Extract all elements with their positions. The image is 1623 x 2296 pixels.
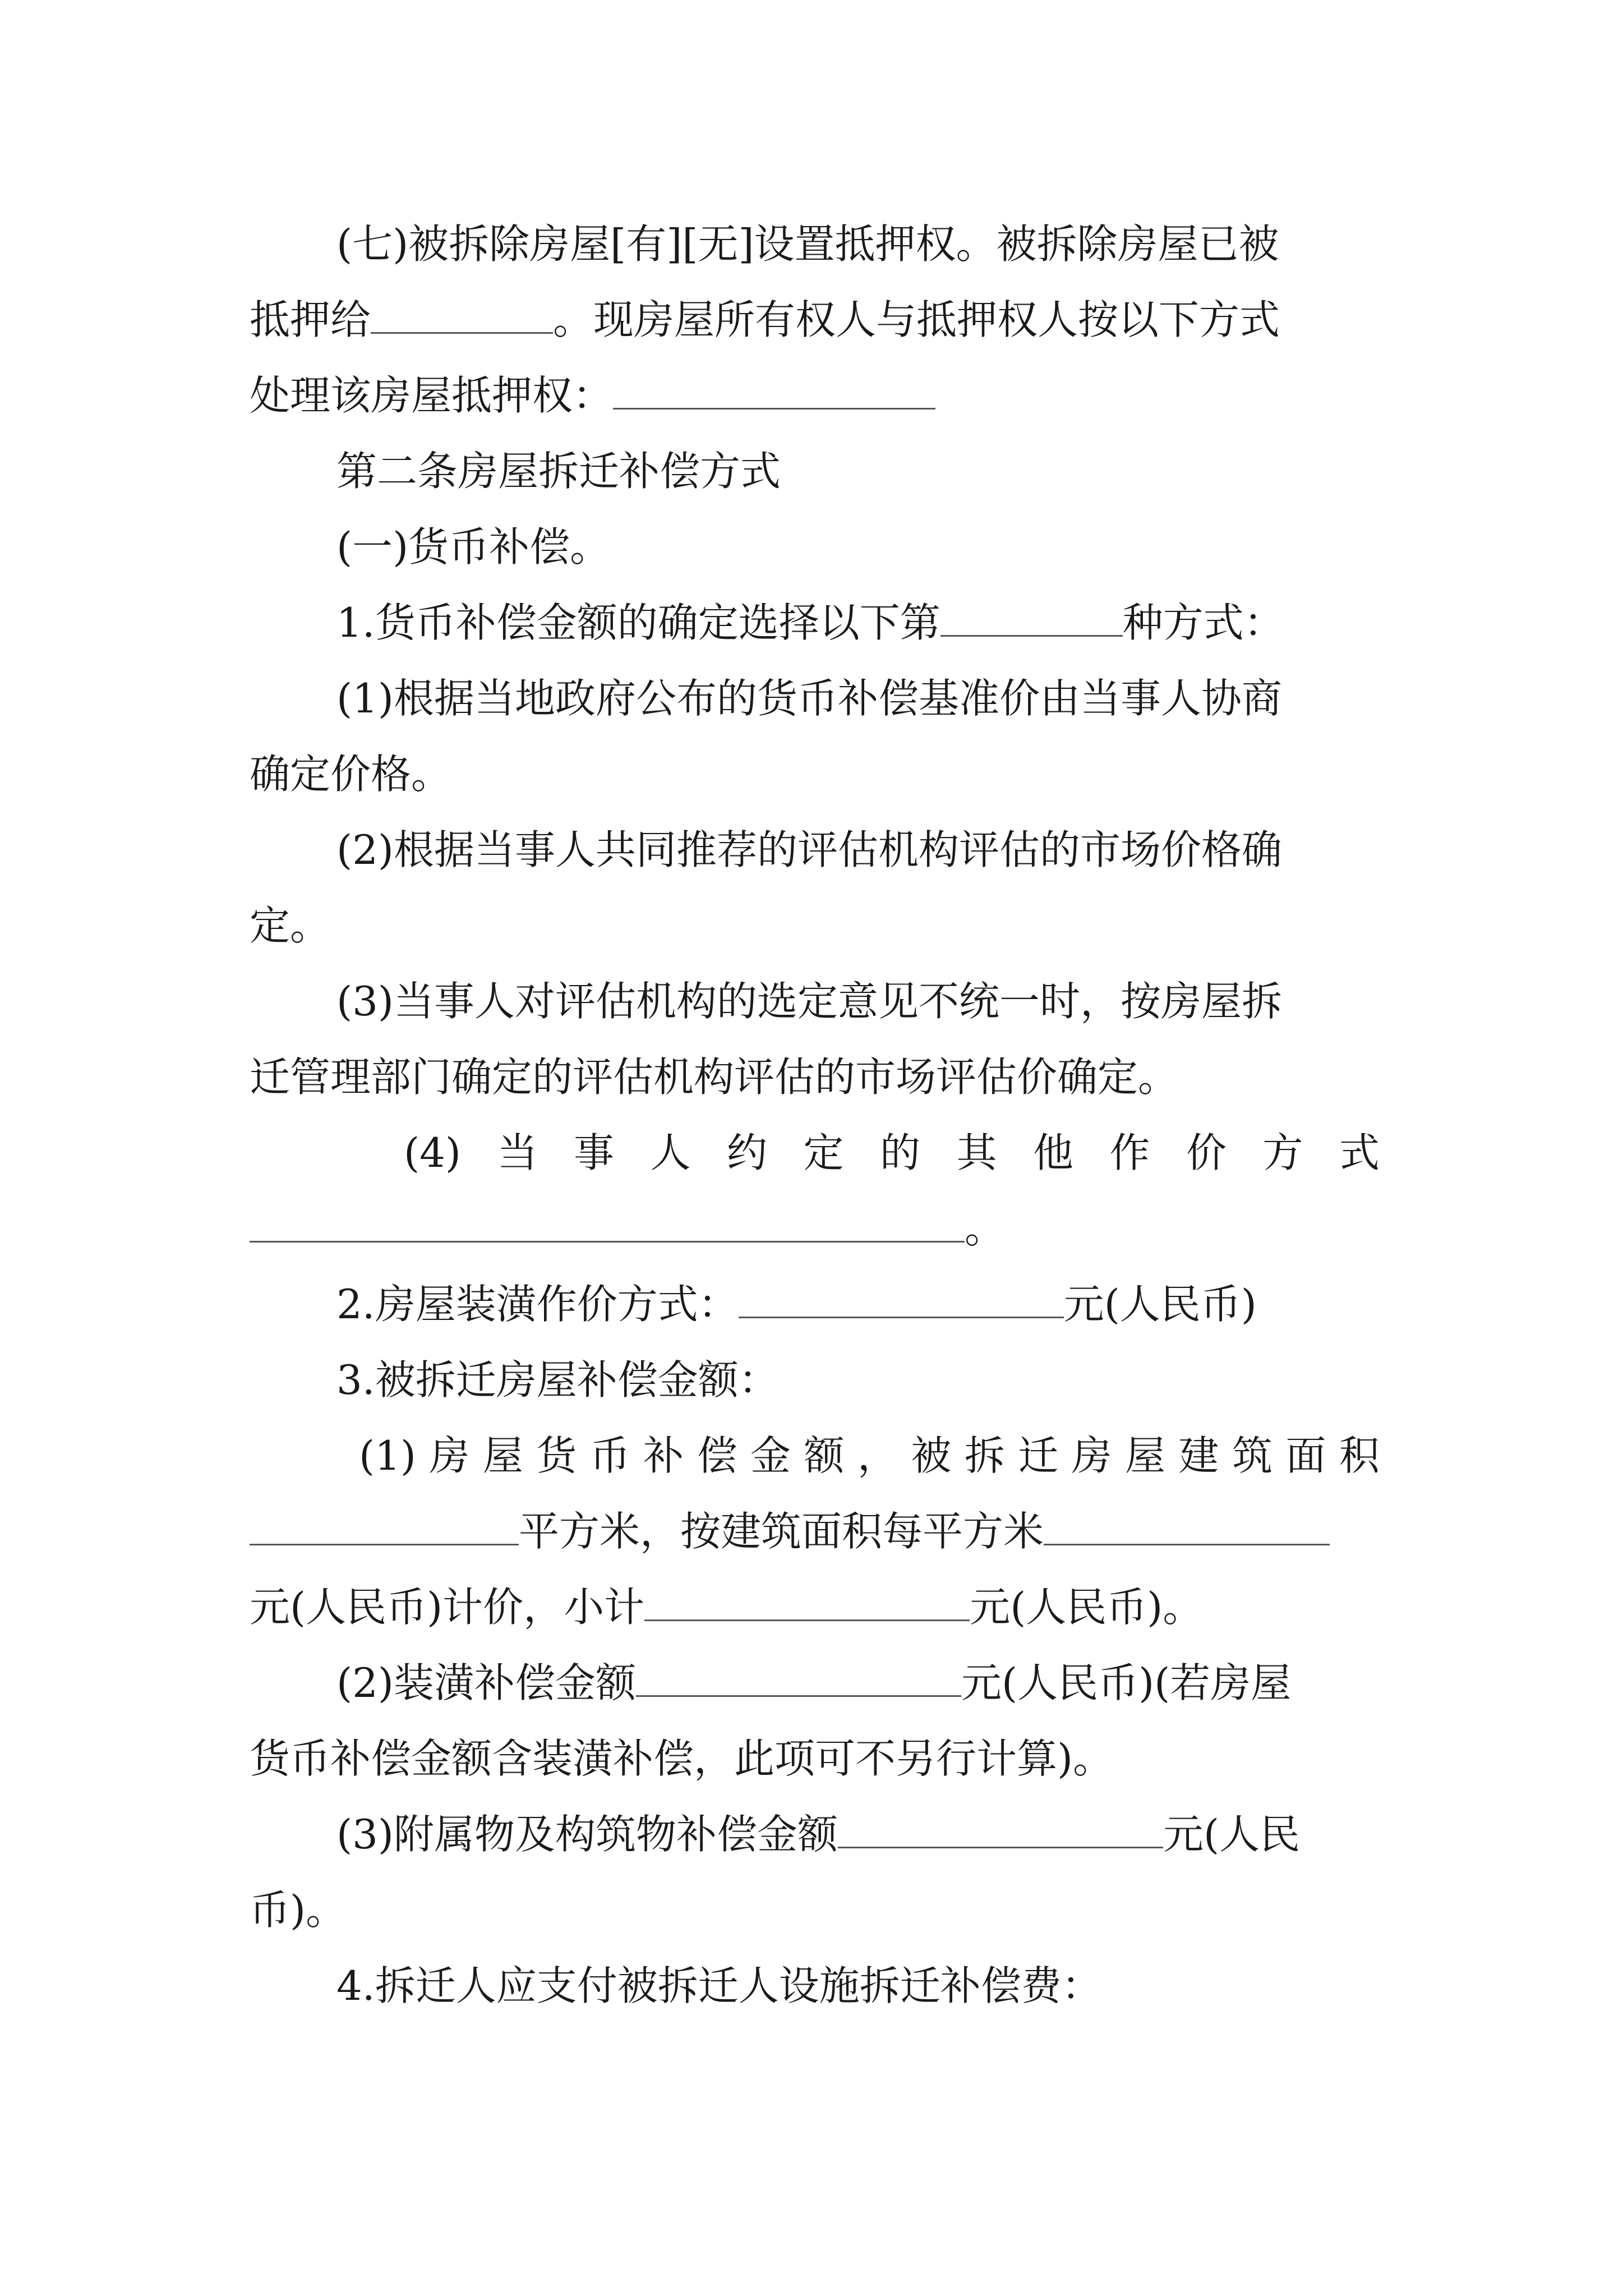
option-3-line2: 迁管理部门确定的评估机构评估的市场评估价确定。 — [250, 1053, 1179, 1101]
comp-1-char: 拆 — [964, 1432, 1005, 1479]
item-2-text: 2.房屋装潢作价方式： — [336, 1281, 739, 1328]
comp-1-char: 额 — [804, 1432, 845, 1479]
mortgagee-blank — [371, 294, 553, 334]
option-4-char: 作 — [1109, 1129, 1150, 1176]
comp-1-line2-text: 平方米，按建筑面积每平方米 — [519, 1508, 1044, 1555]
comp-1-char: 屋 — [482, 1432, 523, 1479]
comp-1-char: 屋 — [1125, 1432, 1166, 1479]
option-4-char: 定 — [803, 1129, 844, 1176]
item-1-text: 1.货币补偿金额的确定选择以下第 — [336, 599, 940, 646]
item-4: 4.拆迁人应支付被拆迁人设施拆迁补偿费： — [336, 1962, 1102, 2009]
item-2 — [336, 1276, 1257, 1332]
decoration-pricing-blank — [739, 1278, 1064, 1318]
option-4-char: 人 — [650, 1129, 691, 1176]
comp-1-line1 — [359, 1428, 1380, 1484]
comp-2-line2: 货币补偿金额含装潢补偿，此项可不另行计算)。 — [250, 1735, 1114, 1782]
item-3: 3.被拆迁房屋补偿金额： — [336, 1356, 779, 1404]
option-4-char: 他 — [1032, 1129, 1073, 1176]
comp-1-char: 币 — [589, 1432, 630, 1479]
comp-1-char: 建 — [1178, 1432, 1219, 1479]
option-4-char: 方 — [1262, 1129, 1303, 1176]
option-4-char: 当 — [497, 1129, 538, 1176]
item-2-suffix: 元(人民币) — [1063, 1281, 1257, 1328]
item-1-suffix: 种方式： — [1122, 599, 1284, 646]
option-4-char: 事 — [573, 1129, 614, 1176]
comp-1-char: 金 — [750, 1432, 791, 1479]
comp-1-line3-suffix: 元(人民币)。 — [970, 1584, 1204, 1631]
option-4-line1 — [404, 1125, 1380, 1181]
comp-1-char: 货 — [536, 1432, 577, 1479]
subtotal-blank — [644, 1581, 970, 1621]
option-4-char: 的 — [879, 1129, 920, 1176]
attachment-comp-blank — [838, 1809, 1163, 1848]
section-monetary-compensation: (一)货币补偿。 — [336, 523, 611, 570]
option-4-char: (4) — [404, 1129, 461, 1176]
building-area-blank — [250, 1506, 519, 1545]
option-4-char: 价 — [1186, 1129, 1227, 1176]
comp-1-char: (1) — [359, 1432, 416, 1479]
unit-price-blank — [1044, 1506, 1330, 1545]
comp-1-line3 — [250, 1579, 1203, 1635]
comp-3-text: (3)附属物及构筑物补偿金额 — [336, 1811, 838, 1858]
clause-7-line2-rest: 。现房屋所有权人与抵押权人按以下方式 — [553, 296, 1280, 343]
comp-1-char: 补 — [643, 1432, 684, 1479]
comp-1-char: 筑 — [1232, 1432, 1272, 1479]
comp-1-char: 面 — [1285, 1432, 1326, 1479]
comp-1-char: 房 — [1071, 1432, 1112, 1479]
comp-3-suffix: 元(人民 — [1163, 1811, 1301, 1858]
comp-1-line2 — [250, 1503, 1330, 1559]
other-pricing-blank — [250, 1203, 965, 1243]
comp-1-char: 积 — [1339, 1432, 1380, 1479]
comp-1-char: 被 — [911, 1432, 952, 1479]
clause-7-mortgaged-to: 抵押给 — [250, 296, 371, 343]
decoration-comp-blank — [636, 1657, 961, 1697]
option-4-char: 约 — [726, 1129, 767, 1176]
clause-7-handling: 处理该房屋抵押权： — [250, 372, 614, 419]
clause-7-line2 — [250, 292, 1280, 348]
article-2-heading: 第二条房屋拆迁补偿方式 — [336, 448, 781, 495]
comp-2-line1 — [336, 1655, 1291, 1711]
comp-1-char: 迁 — [1018, 1432, 1059, 1479]
option-4-char: 式 — [1339, 1129, 1380, 1176]
option-4-end: 。 — [965, 1205, 1006, 1252]
comp-2-text: (2)装潢补偿金额 — [336, 1659, 636, 1706]
mortgage-handling-blank — [613, 370, 935, 409]
comp-1-line3-text: 元(人民币)计价，小计 — [250, 1584, 645, 1631]
option-1-line2: 确定价格。 — [250, 751, 452, 798]
clause-7-line3 — [250, 367, 935, 424]
clause-7-line1: (七)被拆除房屋[有][无]设置抵押权。被拆除房屋已被 — [336, 220, 1279, 268]
comp-3-line2: 币)。 — [250, 1887, 347, 1934]
comp-2-suffix: 元(人民币)(若房屋 — [961, 1659, 1292, 1706]
item-1 — [336, 595, 1284, 651]
comp-1-char: ， — [857, 1432, 898, 1479]
option-2-line1: (2)根据当事人共同推荐的评估机构评估的市场价格确 — [336, 826, 1282, 873]
option-4-char: 其 — [956, 1129, 997, 1176]
option-2-line2: 定。 — [250, 902, 331, 949]
option-1-line1: (1)根据当地政府公布的货币补偿基准价由当事人协商 — [336, 675, 1282, 722]
comp-1-char: 房 — [429, 1432, 470, 1479]
option-3-line1: (3)当事人对评估机构的选定意见不统一时，按房屋拆 — [336, 978, 1282, 1025]
comp-1-char: 偿 — [697, 1432, 737, 1479]
comp-3-line1 — [336, 1806, 1300, 1862]
method-number-blank — [940, 597, 1123, 637]
option-4-line2 — [250, 1200, 1005, 1257]
